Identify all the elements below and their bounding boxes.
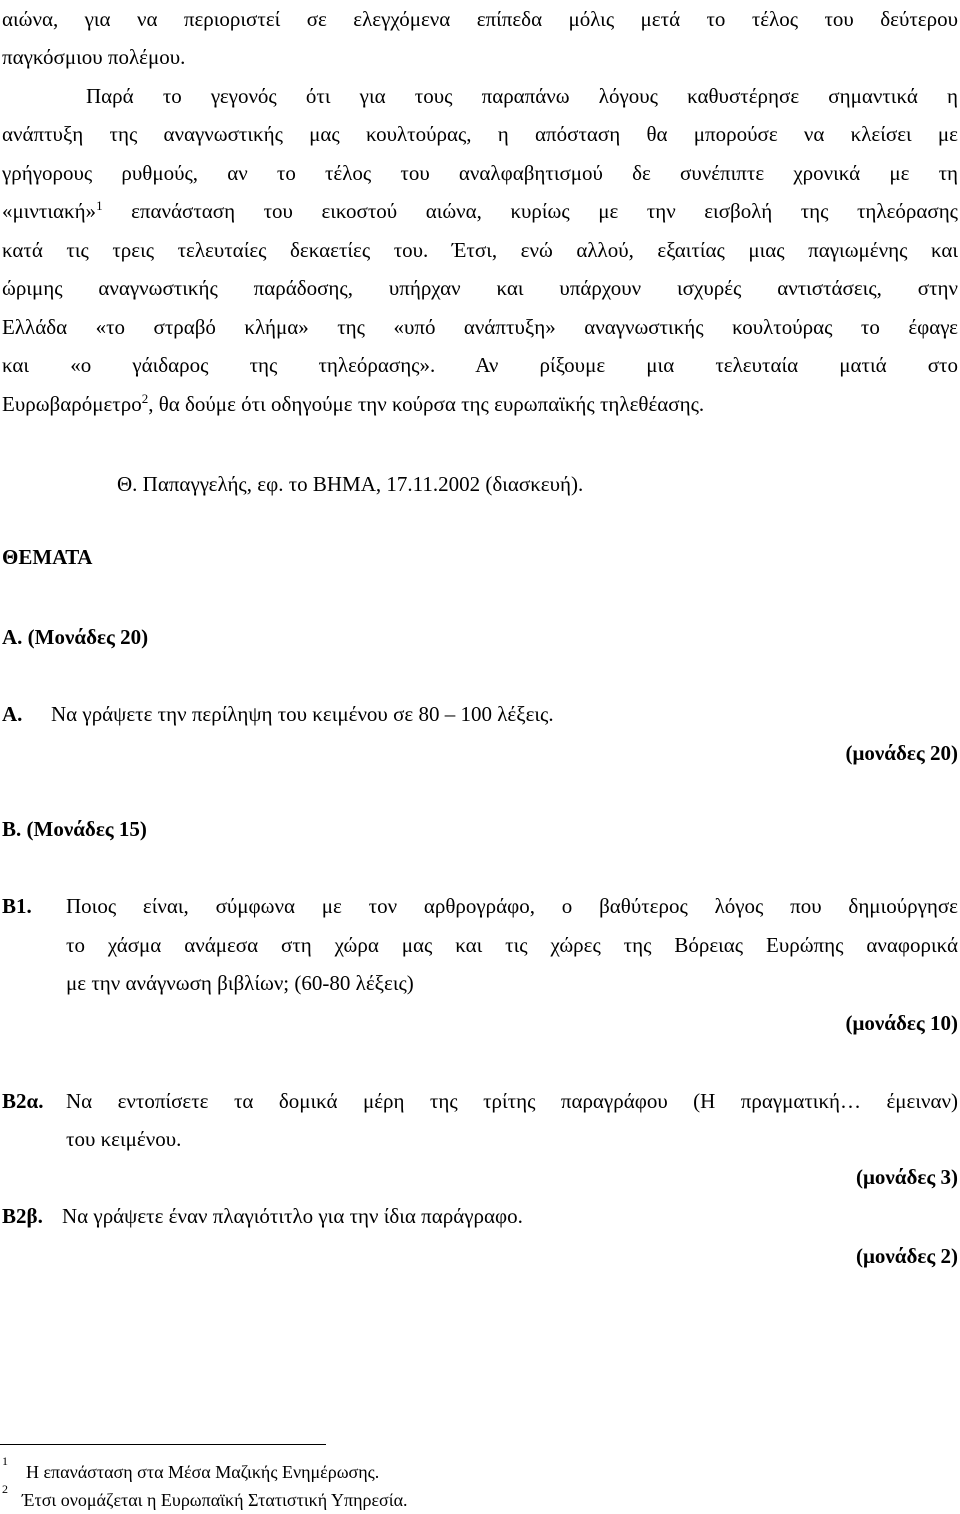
section-a-heading: Α. (Μονάδες 20) <box>2 625 149 649</box>
footnote-ref: 1 <box>96 198 103 213</box>
source-citation: Θ. Παπαγγελής, εφ. το ΒΗΜΑ, 17.11.2002 (διασκευή). <box>117 472 584 496</box>
footnote-text: Η επανάσταση στα Μέσα Μαζικής Ενημέρωσης. <box>26 1462 380 1482</box>
question-label: Β2α. <box>2 1089 44 1113</box>
passage-line: ανάπτυξη της αναγνωστικής μας κουλτούρας, η απόσταση θα μπορούσε να κλείσει με <box>2 122 958 146</box>
footnote-ref: 2 <box>141 391 149 406</box>
question-text: Ποιος είναι, σύμφωνα με τον αρθρογράφο, ο βαθύτερος λόγος που δημιούργησε <box>66 894 958 918</box>
passage-text: , θα δούμε ότι οδηγούμε την κούρσα της ευρωπαϊκής τηλεθέασης. <box>148 392 705 416</box>
footnote-number: 2 <box>2 1482 8 1496</box>
passage-line: κατά τις τρεις τελευταίες δεκαετίες του. Έτσι, ενώ αλλού, εξαιτίας μιας παγιωμένης και <box>2 238 958 262</box>
passage-line: Παρά το γεγονός ότι για τους παραπάνω λόγους καθυστέρησε σημαντικά η <box>86 84 958 108</box>
passage-line <box>2 192 958 231</box>
question-text: με την ανάγνωση βιβλίων; (60-80 λέξεις) <box>66 971 414 995</box>
question-label: Β1. <box>2 894 32 918</box>
question-text: το χάσμα ανάμεσα στη χώρα μας και τις χώρες της Βόρειας Ευρώπης αναφορικά <box>66 933 958 957</box>
question-text: του κειμένου. <box>66 1127 182 1151</box>
passage-text: «μιντιακή» <box>2 199 97 223</box>
themata-heading: ΘΕΜΑΤΑ <box>2 545 93 569</box>
footnote-number: 1 <box>2 1454 8 1468</box>
question-text: Να εντοπίσετε τα δομικά μέρη της τρίτης παραγράφου (Η πραγματική… έμειναν) <box>66 1089 958 1113</box>
passage-line: αιώνα, για να περιοριστεί σε ελεγχόμενα επίπεδα μόλις μετά το τέλος του δεύτερου <box>2 7 958 31</box>
passage-line: και «ο γάιδαρος της τηλεόρασης». Αν ρίξουμε μια τελευταία ματιά στο <box>2 353 958 377</box>
question-text: Να γράψετε έναν πλαγιότιτλο για την ίδια παράγραφο. <box>62 1204 523 1228</box>
points-label: (μονάδες 20) <box>845 741 958 765</box>
footnote-divider <box>0 1444 326 1445</box>
question-text: Να γράψετε την περίληψη του κειμένου σε 80 – 100 λέξεις. <box>51 702 554 726</box>
points-label: (μονάδες 3) <box>856 1165 958 1189</box>
passage-line: Ελλάδα «το στραβό κλήμα» της «υπό ανάπτυξη» αναγνωστικής κουλτούρας το έφαγε <box>2 315 958 339</box>
passage-text: Ευρωβαρόμετρο <box>2 392 142 416</box>
passage-line: παγκόσμιου πολέμου. <box>2 45 186 69</box>
passage-line: γρήγορους ρυθμούς, αν το τέλος του αναλφαβητισμού δε συνέπιπτε χρονικά με τη <box>2 161 958 185</box>
passage-line <box>2 385 704 424</box>
footnote-text: Έτσι ονομάζεται η Ευρωπαϊκή Στατιστική Υπηρεσία. <box>22 1490 408 1510</box>
points-label: (μονάδες 10) <box>845 1011 958 1035</box>
question-label: Β2β. <box>2 1204 43 1228</box>
question-label: Α. <box>2 702 23 726</box>
passage-line: ώριμης αναγνωστικής παράδοσης, υπήρχαν και υπάρχουν ισχυρές αντιστάσεις, στην <box>2 276 958 300</box>
points-label: (μονάδες 2) <box>856 1244 958 1268</box>
section-b-heading: Β. (Μονάδες 15) <box>2 817 147 841</box>
passage-text: επανάσταση του εικοστού αιώνα, κυρίως με την εισβολή της τηλεόρασης <box>102 199 958 223</box>
